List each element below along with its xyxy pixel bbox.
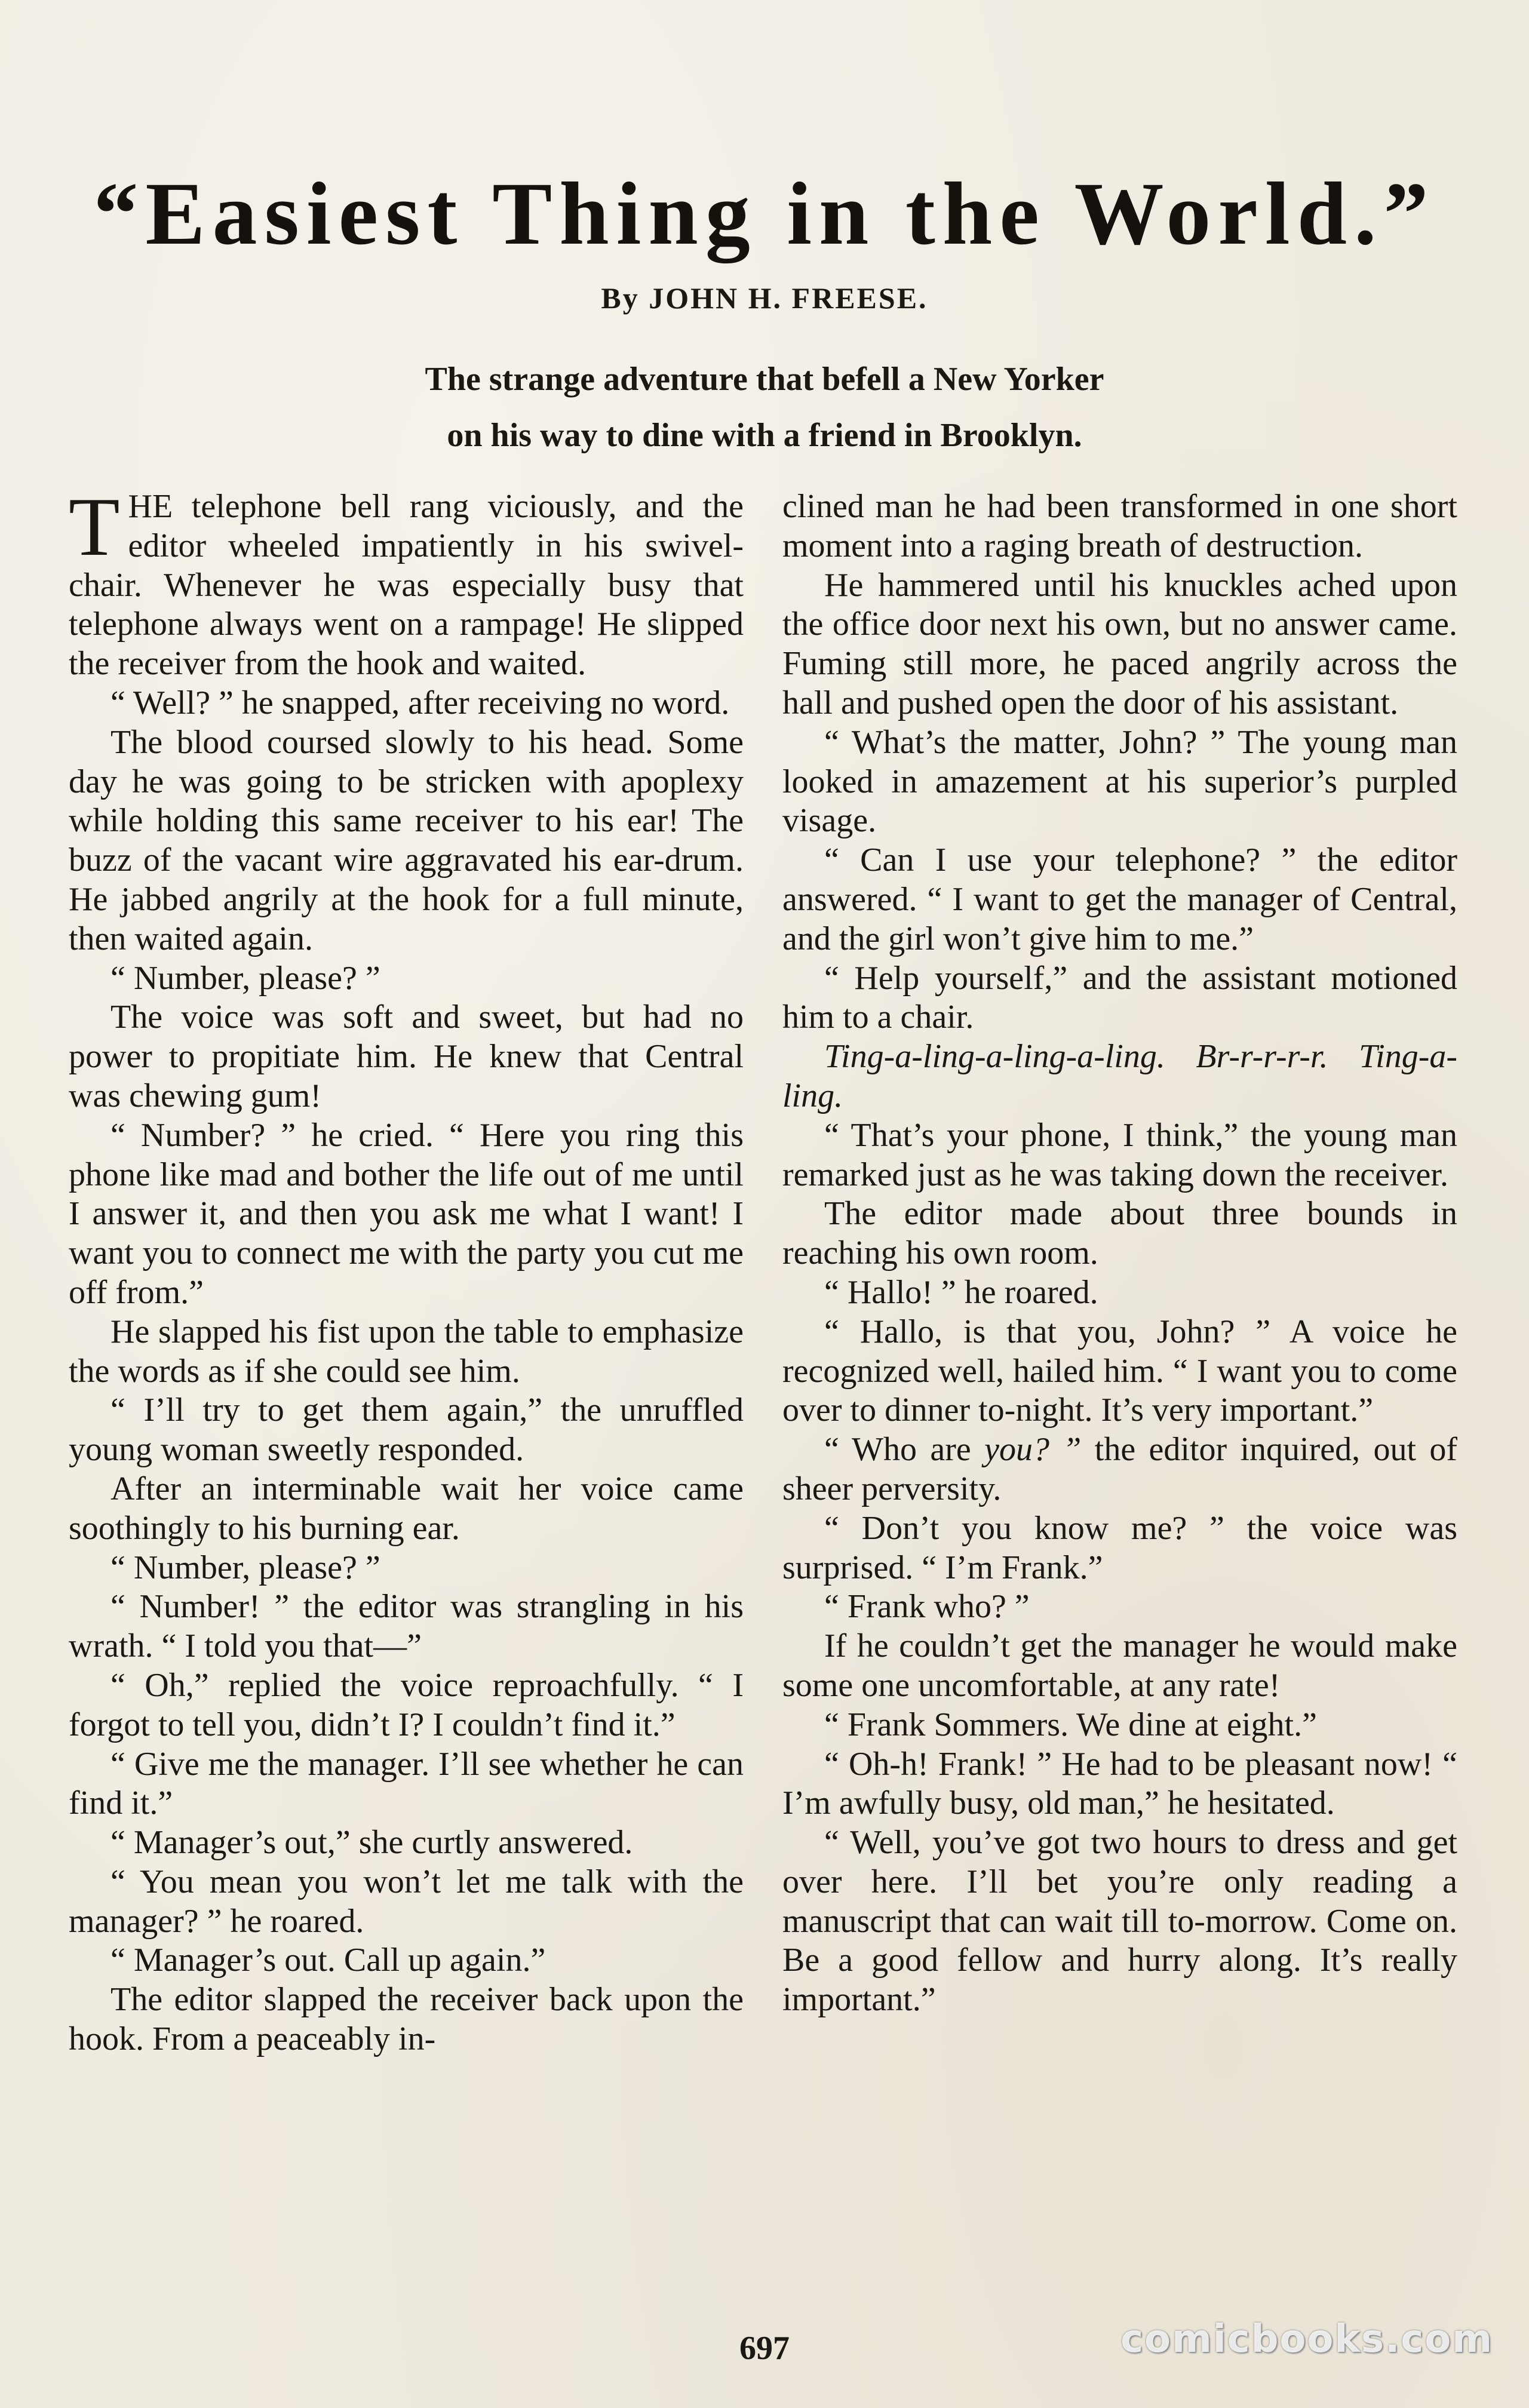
article-title: “Easiest Thing in the World.” (93, 164, 1436, 263)
drop-cap: T (69, 481, 120, 573)
paragraph: The editor made about three bounds in reaching his own room. (782, 1195, 1457, 1272)
left-column (69, 481, 744, 2059)
paragraph (782, 1430, 1457, 1509)
paragraph: “ Manager’s out. Call up again.” (110, 1942, 546, 1979)
paragraph-text: HE telephone bell rang viciously, and the editor wheeled impatiently in his swivel-chair. Whenever he was especially busy that telephone always went on a rampage! He slipped the receiver from the hook and waited. (69, 488, 744, 683)
paragraph: “ Hallo, is that you, John? ” A voice he recognized well, hailed him. “ I want you to come over to dinner to-night. It’s very important.” (782, 1313, 1457, 1429)
subhead-line-2: on his way to dine with a friend in Brooklyn. (447, 417, 1082, 454)
right-column (782, 487, 1457, 2020)
paragraph: “ Help yourself,” and the assistant motioned him to a chair. (782, 959, 1457, 1036)
paragraph (69, 481, 744, 684)
paragraph: If he couldn’t get the manager he would make some one uncomfortable, at any rate! (782, 1627, 1457, 1704)
paragraph: “ Number, please? ” (110, 959, 380, 997)
paragraph: “ Well, you’ve got two hours to dress and get over here. I’ll bet you’re only reading a manuscript that can wait till to-morrow. Come on. Be a good fellow and hurry along. It’s really important.” (782, 1824, 1457, 2019)
paragraph: “ Oh-h! Frank! ” He had to be pleasant now! “ I’m awfully busy, old man,” he hesitated. (782, 1745, 1457, 1822)
paragraph: “ Number, please? ” (110, 1549, 380, 1586)
paragraph: The voice was soft and sweet, but had no power to propitiate him. He knew that Central was chewing gum! (69, 999, 744, 1114)
paragraph: He hammered until his knuckles ached upon the office door next his own, but no answer came. Fuming still more, he paced angrily across the hall and pushed open the door of his assistant. (782, 566, 1457, 721)
paragraph: “ Well? ” he snapped, after receiving no word. (110, 684, 730, 721)
paragraph: “ Hallo! ” he roared. (824, 1273, 1098, 1311)
emphasis-you: you? ” (984, 1431, 1082, 1469)
paragraph: “ Can I use your telephone? ” the editor answered. “ I want to get the manager of Central, and the girl won’t give him to me.” (782, 841, 1457, 957)
paragraph-ringing: Ting-a-ling-a-ling-a-ling. Br-r-r-r-r. Ting-a-ling. (782, 1038, 1457, 1114)
paragraph: He slapped his fist upon the table to emphasize the words as if she could see him. (69, 1313, 744, 1390)
watermark: comicbooks.com (1120, 2317, 1493, 2361)
paragraph: After an interminable wait her voice came soothingly to his burning ear. (69, 1470, 744, 1547)
paragraph: “ Give me the manager. I’ll see whether he can find it.” (69, 1745, 744, 1822)
paragraph: “ What’s the matter, John? ” The young man looked in amazement at his superior’s purpled visage. (782, 723, 1457, 840)
article-byline: By JOHN H. FREESE. (601, 281, 928, 315)
paragraph: “ Number? ” he cried. “ Here you ring this phone like mad and bother the life out of me until I answer it, and then you ask me what I want! I want you to connect me with the party you cut me off from.” (69, 1116, 744, 1311)
paragraph: “ Number! ” the editor was strangling in his wrath. “ I told you that—” (69, 1588, 744, 1665)
page-number: 697 (739, 2330, 790, 2367)
paragraph: clined man he had been transformed in one short moment into a raging breath of destruction. (782, 488, 1457, 564)
paragraph: The blood coursed slowly to his head. Some day he was going to be stricken with apoplexy while holding this same receiver to his ear! The buzz of the vacant wire aggravated his ear-drum. He jabbed angrily at the hook for a full minute, then waited again. (69, 723, 744, 957)
paragraph-text: “ Who are (824, 1431, 985, 1469)
paragraph: “ Frank who? ” (824, 1588, 1030, 1626)
paragraph: “ That’s your phone, I think,” the young man remarked just as he was taking down the receiver. (782, 1116, 1457, 1193)
paragraph: “ You mean you won’t let me talk with the manager? ” he roared. (69, 1863, 744, 1940)
paragraph: “ Frank Sommers. We dine at eight.” (824, 1706, 1317, 1743)
article-subhead (0, 351, 1529, 463)
paragraph: “ Don’t you know me? ” the voice was surprised. “ I’m Frank.” (782, 1509, 1457, 1586)
paragraph-text: the editor inquired, out of sheer perversity. (782, 1431, 1458, 1507)
paragraph: “ Oh,” replied the voice reproachfully. “ I forgot to tell you, didn’t I? I couldn’t find it.” (69, 1666, 744, 1743)
paragraph: “ Manager’s out,” she curtly answered. (110, 1824, 633, 1862)
subhead-line-1: The strange adventure that befell a New Yorker (425, 361, 1104, 398)
paragraph: The editor slapped the receiver back upon the hook. From a peaceably in- (69, 1981, 744, 2058)
paragraph: “ I’ll try to get them again,” the unruffled young woman sweetly responded. (69, 1392, 744, 1469)
